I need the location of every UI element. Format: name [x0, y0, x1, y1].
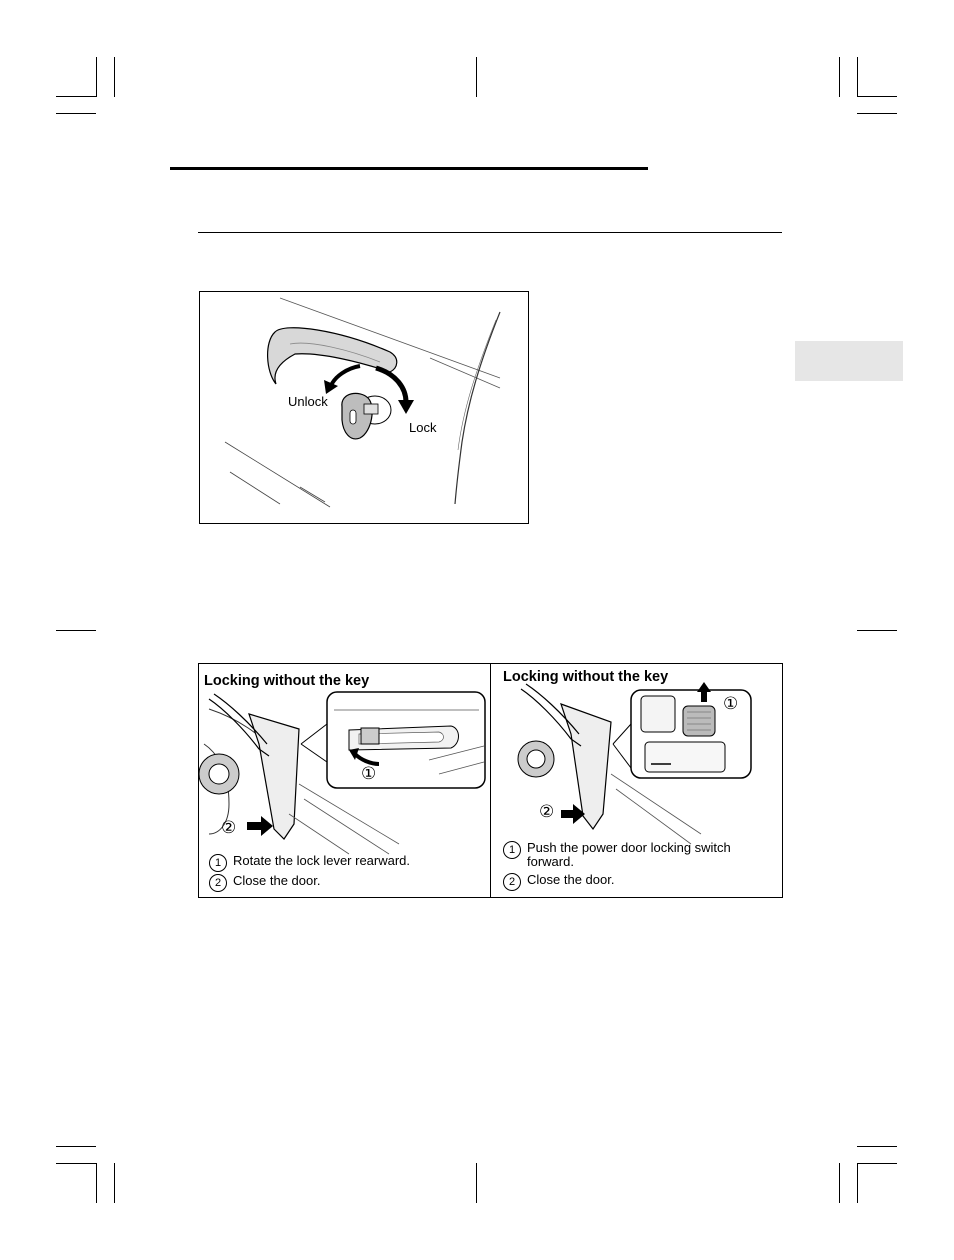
left-step-2-number: 2 [209, 874, 227, 892]
right-step-1-number: 1 [503, 841, 521, 859]
chapter-tab [795, 341, 903, 381]
key-lock-figure [199, 291, 529, 524]
right-step-1-text: Push the power door locking switch forward. [527, 840, 731, 869]
section-rule-thin [198, 232, 782, 233]
lock-label: Lock [409, 420, 437, 435]
left-step-1-text: Rotate the lock lever rearward. [233, 853, 411, 868]
left-step-1-number: 1 [209, 854, 227, 872]
unlock-label: Unlock [288, 394, 328, 409]
right-panel-title: Locking without the key [503, 669, 669, 685]
right-callout-1: ① [723, 694, 739, 713]
section-rule-thick [170, 167, 648, 170]
key-lock-illustration [200, 292, 528, 523]
right-callout-2: ② [539, 802, 555, 821]
right-panel [491, 664, 782, 897]
right-step-2 [503, 873, 614, 891]
left-panel [199, 664, 490, 897]
locking-without-key-figure [198, 663, 783, 898]
left-step-1 [209, 854, 410, 872]
left-callout-1: ① [361, 764, 377, 783]
right-step-2-text: Close the door. [527, 872, 615, 887]
right-step-2-number: 2 [503, 873, 521, 891]
left-panel-title: Locking without the key [204, 673, 370, 689]
left-step-2 [209, 874, 320, 892]
right-step-1 [503, 841, 773, 869]
left-callout-2: ② [221, 818, 237, 837]
left-step-2-text: Close the door. [233, 873, 321, 888]
